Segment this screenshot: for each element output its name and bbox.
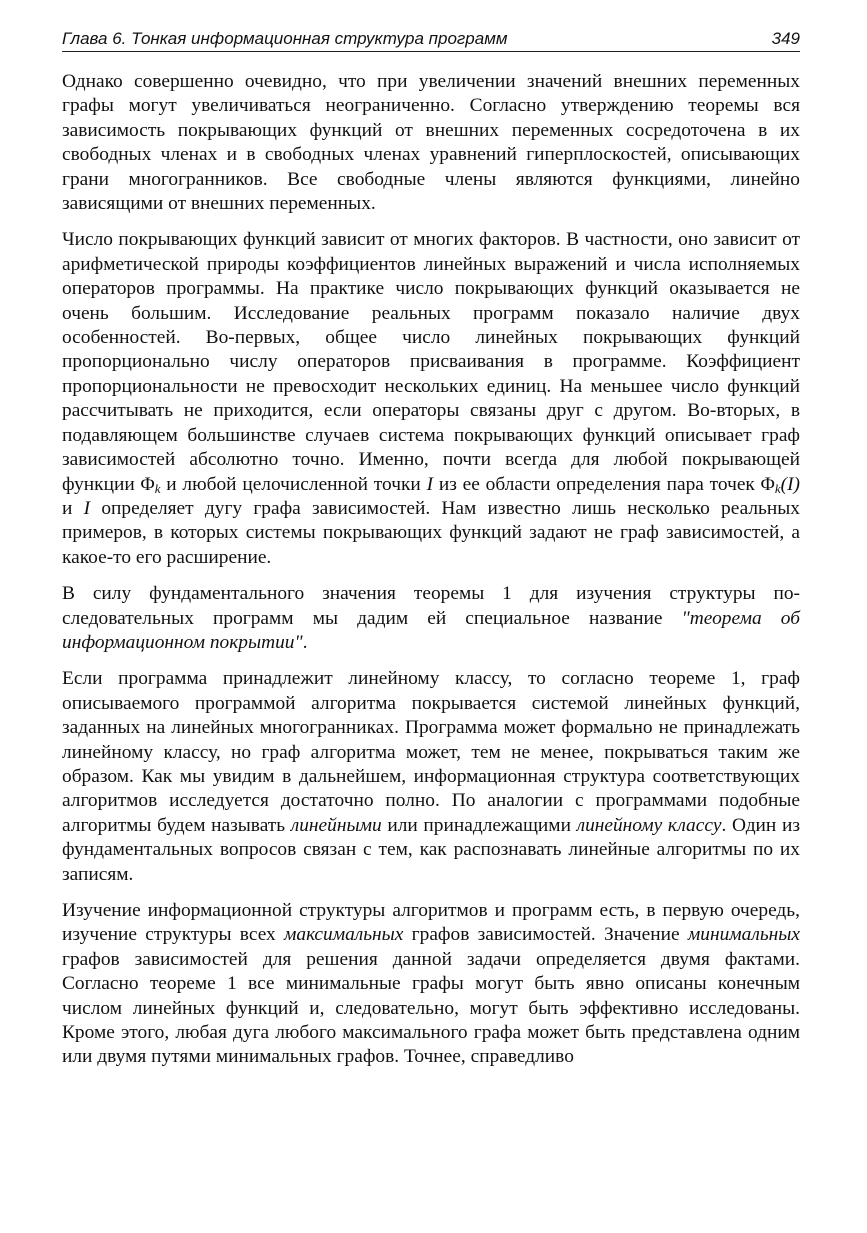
function-argument: (I) — [780, 473, 800, 495]
paragraph-text: Однако совершенно очевидно, что при увеличении значений внешних переменных графы могут увеличиваться неограниченно. Согласно утверждению теоремы вся зависимость покрывающих функций от внешних переменных сосредоточена в их свободных членах и в свободных членах уравнений гиперплоскостей, описывающих грани многогранников. Все свободные члены являются функциями, линейно зависящими от внешних переменных. — [62, 71, 800, 215]
variable-i: I — [426, 473, 434, 495]
paragraph-text: графов зависимостей для решения данной задачи определяется двумя фактами. Согласно теореме 1 все минимальные графы могут быть явно описаны конечным числом линейных функций и, следовательно, могут быть эффективно исследованы. Кроме этого, любая дуга любого максимального графа может быть представлена одним или двумя путями минимальных графов. Точнее, справедливо — [62, 948, 800, 1068]
paragraph-text: Число покрывающих функций зависит от многих факторов. В частности, оно зависит от арифметической природы коэффициентов линейных выражений и числа исполняемых операторов программы. На практике число покрывающих функций оказывается не очень большим. Исследование реальных программ показало наличие двух особенностей. Во-первых, общее число линейных покрывающих функций пропорционально числу операторов присваивания в программе. Коэффициент пропорциональности не превосходит нескольких единиц. На меньшее число функций рассчитывать не приходится, если операторы связаны друг с другом. Во-вторых, в подавляющем большинстве случаев система покрывающих функций описывает граф зависимостей абсолютно точно. Именно, почти всегда для любой покрывающей функции — [62, 229, 800, 495]
paragraph-text: определяет дугу графа зависимостей. Нам известно лишь несколько реальных примеров, в которых системы покрывающих функций задают не граф зависимостей, а какое-то его расширение. — [62, 497, 800, 568]
paragraph-3 — [62, 582, 800, 655]
emphasis-term: минимальных — [687, 924, 800, 946]
paragraph-4 — [62, 667, 800, 887]
subscript-k: k — [774, 480, 781, 496]
paragraph-text: . — [302, 631, 308, 653]
body-text — [62, 70, 800, 1070]
emphasis-term: линейными — [290, 814, 382, 836]
paragraph-2 — [62, 228, 800, 570]
chapter-title: Глава 6. Тонкая информационная структура программ — [62, 29, 508, 48]
phi-symbol: Φ — [140, 473, 155, 495]
phi-symbol: Φ — [760, 473, 775, 495]
emphasis-term: максимальных — [284, 924, 404, 946]
paragraph-1 — [62, 70, 800, 216]
paragraph-text: и — [62, 497, 84, 519]
book-page — [62, 28, 800, 1082]
running-header — [62, 28, 800, 52]
paragraph-text: из ее области определения пара точек — [433, 473, 761, 495]
paragraph-text: В силу фундаментального значения теоремы 1 для изучения структуры последовательных программ мы дадим ей специальное название — [62, 583, 800, 629]
subscript-k: k — [154, 480, 161, 496]
paragraph-text: и любой целочисленной точки — [160, 473, 427, 495]
emphasis-term: линейному классу — [576, 814, 722, 836]
paragraph-text: графов зависимостей. Значение — [403, 924, 688, 946]
paragraph-5 — [62, 899, 800, 1070]
paragraph-text: Если программа принадлежит линейному классу, то согласно теореме 1, граф описываемого программой алгоритма покрывается системой линейных функций, заданных на линейных многогранниках. Программа может формально не принадлежать линейному классу, но граф алгоритма может, тем не менее, покрываться таким же образом. Как мы увидим в дальнейшем, информационная структура соответствующих алгоритмов исследуется достаточно полно. По аналогии с программами подобные алгоритмы будем называть — [62, 668, 800, 836]
paragraph-text: или принадлежащими — [381, 814, 577, 836]
paragraph-text: Изучение информационной структуры алгоритмов и программ есть, в первую очередь, изучение структуры всех — [62, 900, 800, 946]
paragraph-text: . Один из фундаментальных вопросов связан с тем, как распознавать линейные алгоритмы по их записям. — [62, 814, 800, 885]
page-number: 349 — [771, 29, 800, 48]
variable-i: I — [83, 497, 91, 519]
emphasis-term: "теорема об информационном покрытии" — [62, 607, 800, 653]
